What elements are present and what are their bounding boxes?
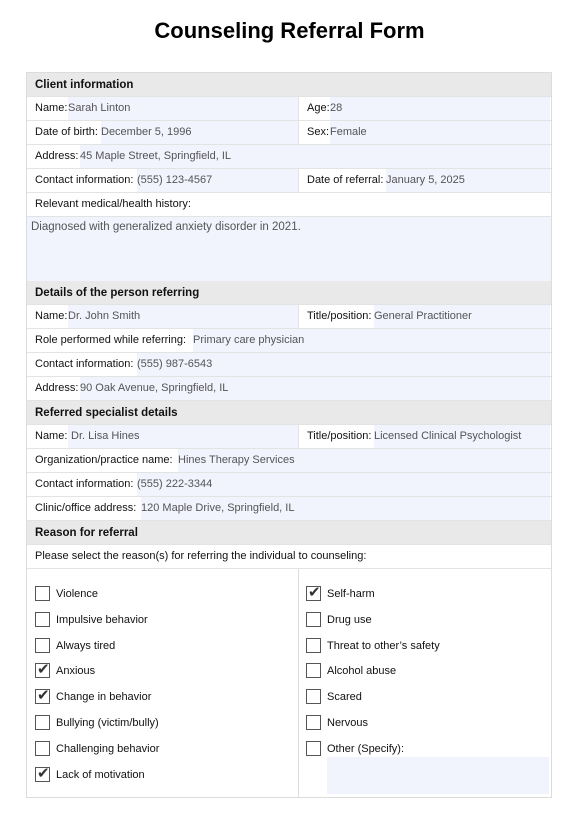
reason-option-label: Impulsive behavior xyxy=(56,613,148,626)
checkmark-icon: ✔ xyxy=(37,687,50,705)
row-referrer-role xyxy=(27,329,551,353)
referrer-title-label: Title/position: xyxy=(307,310,372,322)
page-title: Counseling Referral Form xyxy=(154,18,425,43)
referrer-contact-field[interactable]: (555) 987-6543 xyxy=(137,353,550,376)
checkbox[interactable] xyxy=(35,741,50,756)
specialist-name-label: Name: xyxy=(35,430,68,442)
client-contact-field[interactable]: (555) 123-4567 xyxy=(137,169,298,192)
specialist-org-label: Organization/practice name: xyxy=(35,454,173,466)
client-contact-label: Contact information: xyxy=(35,174,134,186)
reason-option-label: Lack of motivation xyxy=(56,768,145,781)
client-history-text: Diagnosed with generalized anxiety disorder in 2021. xyxy=(31,221,301,233)
row-reason-instruction xyxy=(27,545,551,569)
reason-option-label: Change in behavior xyxy=(56,691,152,704)
reason-option-label: Drug use xyxy=(327,613,372,626)
checkbox[interactable] xyxy=(306,612,321,627)
client-history-field[interactable] xyxy=(27,217,551,281)
specialist-title-field[interactable]: Licensed Clinical Psychologist xyxy=(374,425,550,448)
client-address-field[interactable]: 45 Maple Street, Springfield, IL xyxy=(80,145,550,168)
reason-option-label: Bullying (victim/bully) xyxy=(56,717,159,729)
checkmark-icon: ✔ xyxy=(37,661,50,679)
referrer-address-label: Address: xyxy=(35,382,79,394)
checkbox[interactable] xyxy=(35,638,50,653)
client-name-field[interactable]: Sarah Linton xyxy=(68,97,298,120)
reason-option-label: Challenging behavior xyxy=(56,742,160,755)
checkbox[interactable] xyxy=(306,715,321,730)
client-dob-label: Date of birth: xyxy=(35,126,98,138)
client-history-label: Relevant medical/health history: xyxy=(35,198,191,210)
checkbox[interactable] xyxy=(35,689,50,704)
reason-instruction: Please select the reason(s) for referring the individual to counseling: xyxy=(35,550,367,562)
client-sex-label: Sex: xyxy=(307,126,330,138)
other-specify-field[interactable] xyxy=(327,757,549,794)
row-specialist-clinic xyxy=(27,497,551,521)
checkbox[interactable] xyxy=(35,612,50,627)
reason-option-label: Self-harm xyxy=(327,588,375,600)
row-referrer-address xyxy=(27,377,551,401)
row-specialist-org xyxy=(27,449,551,473)
referrer-contact-label: Contact information: xyxy=(35,358,134,370)
client-age-label: Age: xyxy=(307,102,330,114)
referral-date-field[interactable]: January 5, 2025 xyxy=(386,169,550,192)
checkbox[interactable] xyxy=(35,586,50,601)
client-age-field[interactable]: 28 xyxy=(330,97,550,120)
specialist-contact-label: Contact information: xyxy=(35,478,134,490)
row-client-name-age xyxy=(27,97,551,121)
checkbox[interactable] xyxy=(35,764,50,782)
client-name-label: Name: xyxy=(35,102,68,114)
row-specialist-name-title xyxy=(27,425,551,449)
client-address-label: Address: xyxy=(35,150,79,162)
section-heading: Referred specialist details xyxy=(35,407,178,419)
reason-option-label: Anxious xyxy=(56,665,96,678)
checkbox[interactable] xyxy=(306,638,321,653)
specialist-title-label: Title/position: xyxy=(307,430,372,442)
checkbox[interactable] xyxy=(306,689,321,704)
row-client-contact-date xyxy=(27,169,551,193)
section-reason-for-referral xyxy=(27,521,551,545)
row-client-dob-sex xyxy=(27,121,551,145)
reason-option-label: Alcohol abuse xyxy=(327,665,397,678)
referrer-name-field[interactable]: Dr. John Smith xyxy=(68,305,298,328)
section-referrer-details xyxy=(27,281,551,305)
referrer-title-field[interactable]: General Practitioner xyxy=(374,305,550,328)
specialist-clinic-label: Clinic/office address: xyxy=(35,502,137,514)
reason-option-label: Violence xyxy=(56,588,98,600)
specialist-contact-field[interactable]: (555) 222-3344 xyxy=(137,473,550,496)
client-dob-field[interactable]: December 5, 1996 xyxy=(101,121,298,144)
row-client-history-label xyxy=(27,193,551,217)
referrer-address-field[interactable]: 90 Oak Avenue, Springfield, IL xyxy=(80,377,550,400)
row-referrer-name-title xyxy=(27,305,551,329)
section-heading: Client information xyxy=(35,79,134,91)
referral-form xyxy=(26,72,552,798)
checkbox[interactable] xyxy=(306,741,321,756)
referrer-role-label: Role performed while referring: xyxy=(35,334,187,346)
row-specialist-contact xyxy=(27,473,551,497)
referral-date-label: Date of referral: xyxy=(307,174,384,186)
section-heading: Details of the person referring xyxy=(35,287,200,299)
row-client-address xyxy=(27,145,551,169)
checkmark-icon: ✔ xyxy=(37,764,50,782)
referrer-role-field[interactable]: Primary care physician xyxy=(193,329,550,352)
specialist-clinic-field[interactable]: 120 Maple Drive, Springfield, IL xyxy=(141,497,550,520)
reason-option-label: Scared xyxy=(327,691,362,704)
checkbox[interactable] xyxy=(306,663,321,678)
reason-option-label: Always tired xyxy=(56,639,116,652)
client-sex-field[interactable]: Female xyxy=(330,121,550,144)
row-referrer-contact xyxy=(27,353,551,377)
reason-option-label: Threat to other’s safety xyxy=(327,639,440,652)
checkbox[interactable] xyxy=(306,586,321,601)
reason-options xyxy=(27,569,551,798)
reason-option-label: Nervous xyxy=(327,717,368,729)
specialist-org-field[interactable]: Hines Therapy Services xyxy=(178,449,550,472)
reason-option-label: Other (Specify): xyxy=(327,742,405,755)
referrer-name-label: Name: xyxy=(35,310,68,322)
section-specialist-details xyxy=(27,401,551,425)
specialist-name-field[interactable]: Dr. Lisa Hines xyxy=(68,425,298,448)
checkbox[interactable] xyxy=(35,663,50,678)
checkbox[interactable] xyxy=(35,715,50,730)
checkmark-icon: ✔ xyxy=(308,584,321,601)
section-heading: Reason for referral xyxy=(35,527,138,539)
section-client-information xyxy=(27,73,551,97)
